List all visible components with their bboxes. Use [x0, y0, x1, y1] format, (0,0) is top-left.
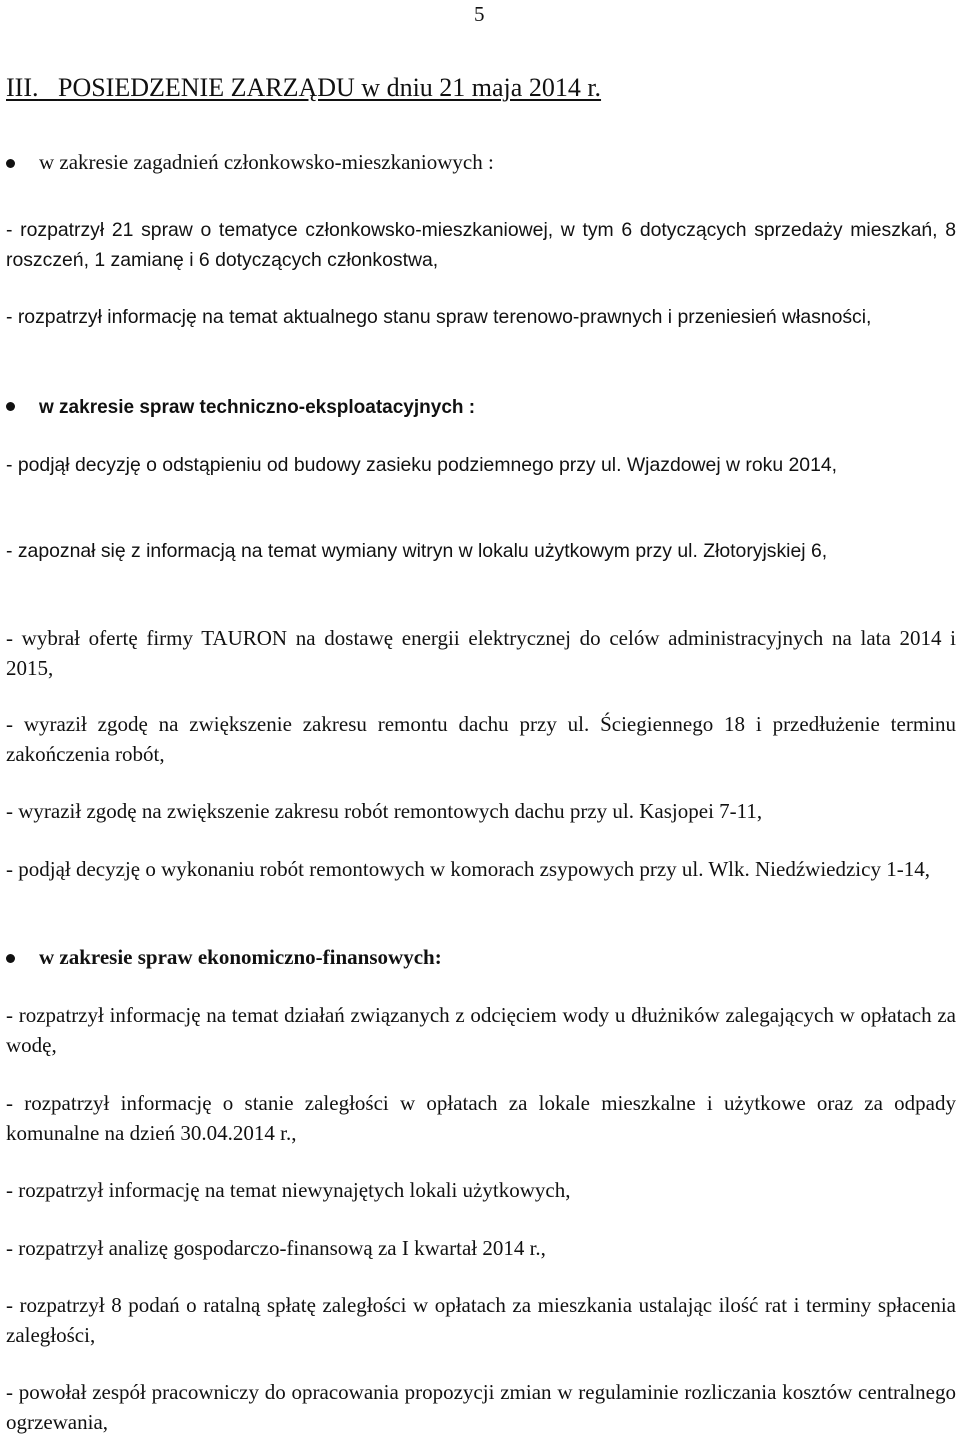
list-item: - rozpatrzył 21 spraw o tematyce członkowsko-mieszkaniowej, w tym 6 dotyczących sprzedaży mieszkań, 8 roszczeń, 1 zamianę i 6 dotyczących członkostwa,: [6, 219, 956, 271]
list-item: - rozpatrzył analizę gospodarczo-finansową za I kwartał 2014 r.,: [6, 1236, 546, 1260]
list-item: - wyraził zgodę na zwiększenie zakresu robót remontowych dachu przy ul. Kasjopei 7-11,: [6, 799, 763, 823]
list-item: - powołał zespół pracowniczy do opracowania propozycji zmian w regulaminie rozliczania kosztów centralnego ogrzewania,: [6, 1380, 956, 1434]
heading-text: POSIEDZENIE ZARZĄDU w dniu 21 maja 2014 r.: [57, 73, 602, 102]
meeting-heading: [6, 73, 601, 103]
bullet-icon: [6, 402, 15, 411]
list-item: - podjął decyzję o odstąpieniu od budowy zasieku podziemnego przy ul. Wjazdowej w roku 2014,: [6, 454, 838, 476]
section-title: w zakresie zagadnień członkowsko-mieszkaniowych :: [39, 150, 494, 174]
section-heading-technical: [6, 396, 475, 420]
list-item: - rozpatrzył informację na temat niewynajętych lokali użytkowych,: [6, 1178, 571, 1202]
section-title: w zakresie spraw techniczno-eksploatacyjnych :: [39, 397, 476, 418]
bullet-icon: [6, 954, 15, 963]
list-item: - zapoznał się z informacją na temat wymiany witryn w lokalu użytkowym przy ul. Złotoryjskiej 6,: [6, 540, 828, 562]
section-title: w zakresie spraw ekonomiczno-finansowych:: [39, 945, 442, 969]
list-item: - rozpatrzył 8 podań o ratalną spłatę zaległości w opłatach za mieszkania ustalając ilość rat i terminy spłacenia zaległości,: [6, 1293, 956, 1347]
list-item: - wyraził zgodę na zwiększenie zakresu remontu dachu przy ul. Ściegiennego 18 i przedłużenie terminu zakończenia robót,: [6, 712, 956, 766]
bullet-icon: [6, 159, 15, 168]
list-item: - rozpatrzył informację na temat działań związanych z odcięciem wody u dłużników zalegających w opłatach za wodę,: [6, 1003, 956, 1057]
list-item: - wybrał ofertę firmy TAURON na dostawę energii elektrycznej do celów administracyjnych na lata 2014 i 2015,: [6, 626, 956, 680]
heading-roman-numeral: III.: [6, 73, 39, 102]
list-item: - podjął decyzję o wykonaniu robót remontowych w komorach zsypowych przy ul. Wlk. Niedźwiedzicy 1-14,: [6, 857, 930, 881]
list-item: - rozpatrzył informację na temat aktualnego stanu spraw terenowo-prawnych i przeniesień własności,: [6, 306, 872, 328]
page-number: 5: [474, 2, 485, 26]
section-heading-financial: [6, 945, 442, 969]
section-heading-membership: [6, 150, 494, 174]
list-item: - rozpatrzył informację o stanie zaległości w opłatach za lokale mieszkalne i użytkowe oraz za odpady komunalne na dzień 30.04.2014 r.,: [6, 1091, 956, 1145]
